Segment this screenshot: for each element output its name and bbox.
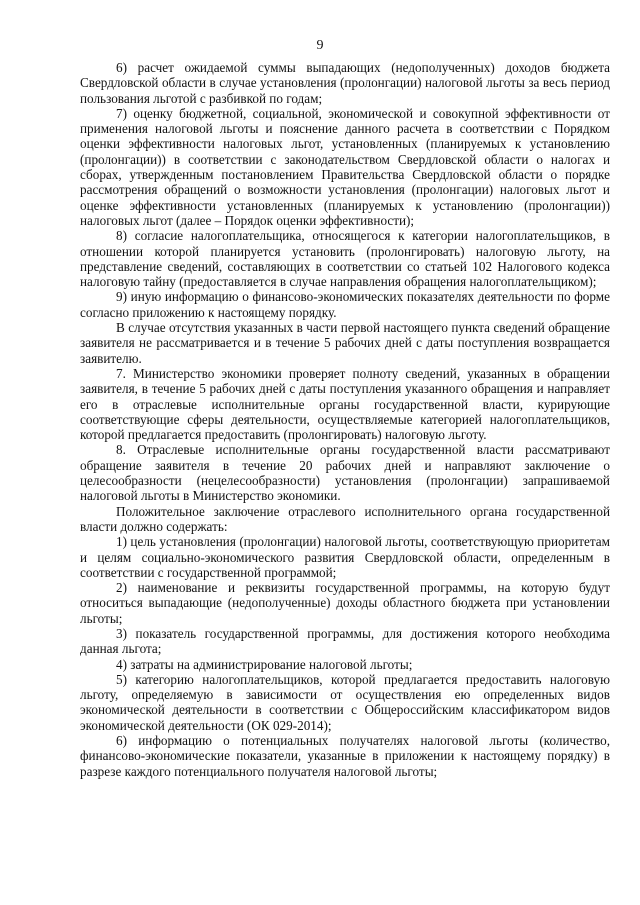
paragraph: 8) согласие налогоплательщика, относящегося к категории налогоплательщиков, в отношении которой планируется установить (пролонгировать) налоговую льготу, на представление сведений, составляющих в соответствии со статьей 102 Налогового кодекса налоговую тайну (предоставляется в случае направления обращения налогоплательщиком); (80, 228, 610, 290)
paragraph: 2) наименование и реквизиты государственной программы, на которую будут относиться выпадающие (недополученные) доходы областного бюджета при установлении льготы; (80, 580, 610, 626)
paragraph: 9) иную информацию о финансово-экономических показателях деятельности по форме согласно приложению к настоящему порядку. (80, 289, 610, 320)
page-number: 9 (316, 38, 324, 53)
paragraph: 1) цель установления (пролонгации) налоговой льготы, соответствующую приоритетам и целям социально-экономического развития Свердловской области, определенным в соответствии с государственной программой; (80, 534, 610, 580)
paragraph: 3) показатель государственной программы, для достижения которого необходима данная льгота; (80, 625, 610, 657)
paragraph: Положительное заключение отраслевого исполнительного органа государственной власти должно содержать: (80, 503, 610, 534)
paragraph: 6) расчет ожидаемой суммы выпадающих (недополученных) доходов бюджета Свердловской области в случае установления (пролонгации) налоговой льготы за весь период пользования льготой с разбивкой по годам; (80, 60, 610, 106)
paragraph: В случае отсутствия указанных в части первой настоящего пункта сведений обращение заявителя не рассматривается и в течение 5 рабочих дней с даты поступления возвращается заявителю. (80, 320, 610, 366)
paragraph: 8. Отраслевые исполнительные органы государственной власти рассматривают обращение заявителя в течение 20 рабочих дней и направляют заключение о целесообразности (нецелесообразности) установления (пролонгации) запрашиваемой налоговой льготы в Министерство экономики. (80, 442, 610, 504)
document-body (80, 60, 610, 779)
paragraph: 6) информацию о потенциальных получателях налоговой льготы (количество, финансово-экономические показатели, указанные в приложении к настоящему порядку) в разрезе каждого потенциального получателя налоговой льготы; (80, 733, 610, 779)
paragraph: 5) категорию налогоплательщиков, которой предлагается предоставить налоговую льготу, определяемую в зависимости от осуществления ею определенных видов экономической деятельности в соответствии с Общероссийским классификатором видов экономической деятельности (ОК 029-2014); (80, 671, 610, 733)
paragraph: 7. Министерство экономики проверяет полноту сведений, указанных в обращении заявителя, в течение 5 рабочих дней с даты поступления указанного обращения и направляет его в отраслевые исполнительные органы государственной власти, курирующие соответствующие сферы деятельности, осуществляемые категорией налогоплательщиков, которой предлагается предоставить (пролонгировать) налоговую льготу. (80, 365, 610, 443)
paragraph: 7) оценку бюджетной, социальной, экономической и совокупной эффективности от применения налоговой льготы и пояснение данного расчета в соответствии с Порядком оценки эффективности налоговых льгот, установленных (планируемых к установлению (пролонгации)) в соответствии с законодательством Свердловской области о налогах и сборах, утвержденным постановлением Правительства Свердловской области о порядке рассмотрения обращений о возможности установления (пролонгации) налоговых льгот и оценке эффективности установленных (планируемых к установлению (пролонгации)) налоговых льгот (далее – Порядок оценки эффективности); (80, 105, 610, 228)
paragraph: 4) затраты на администрирование налоговой льготы; (116, 656, 413, 672)
